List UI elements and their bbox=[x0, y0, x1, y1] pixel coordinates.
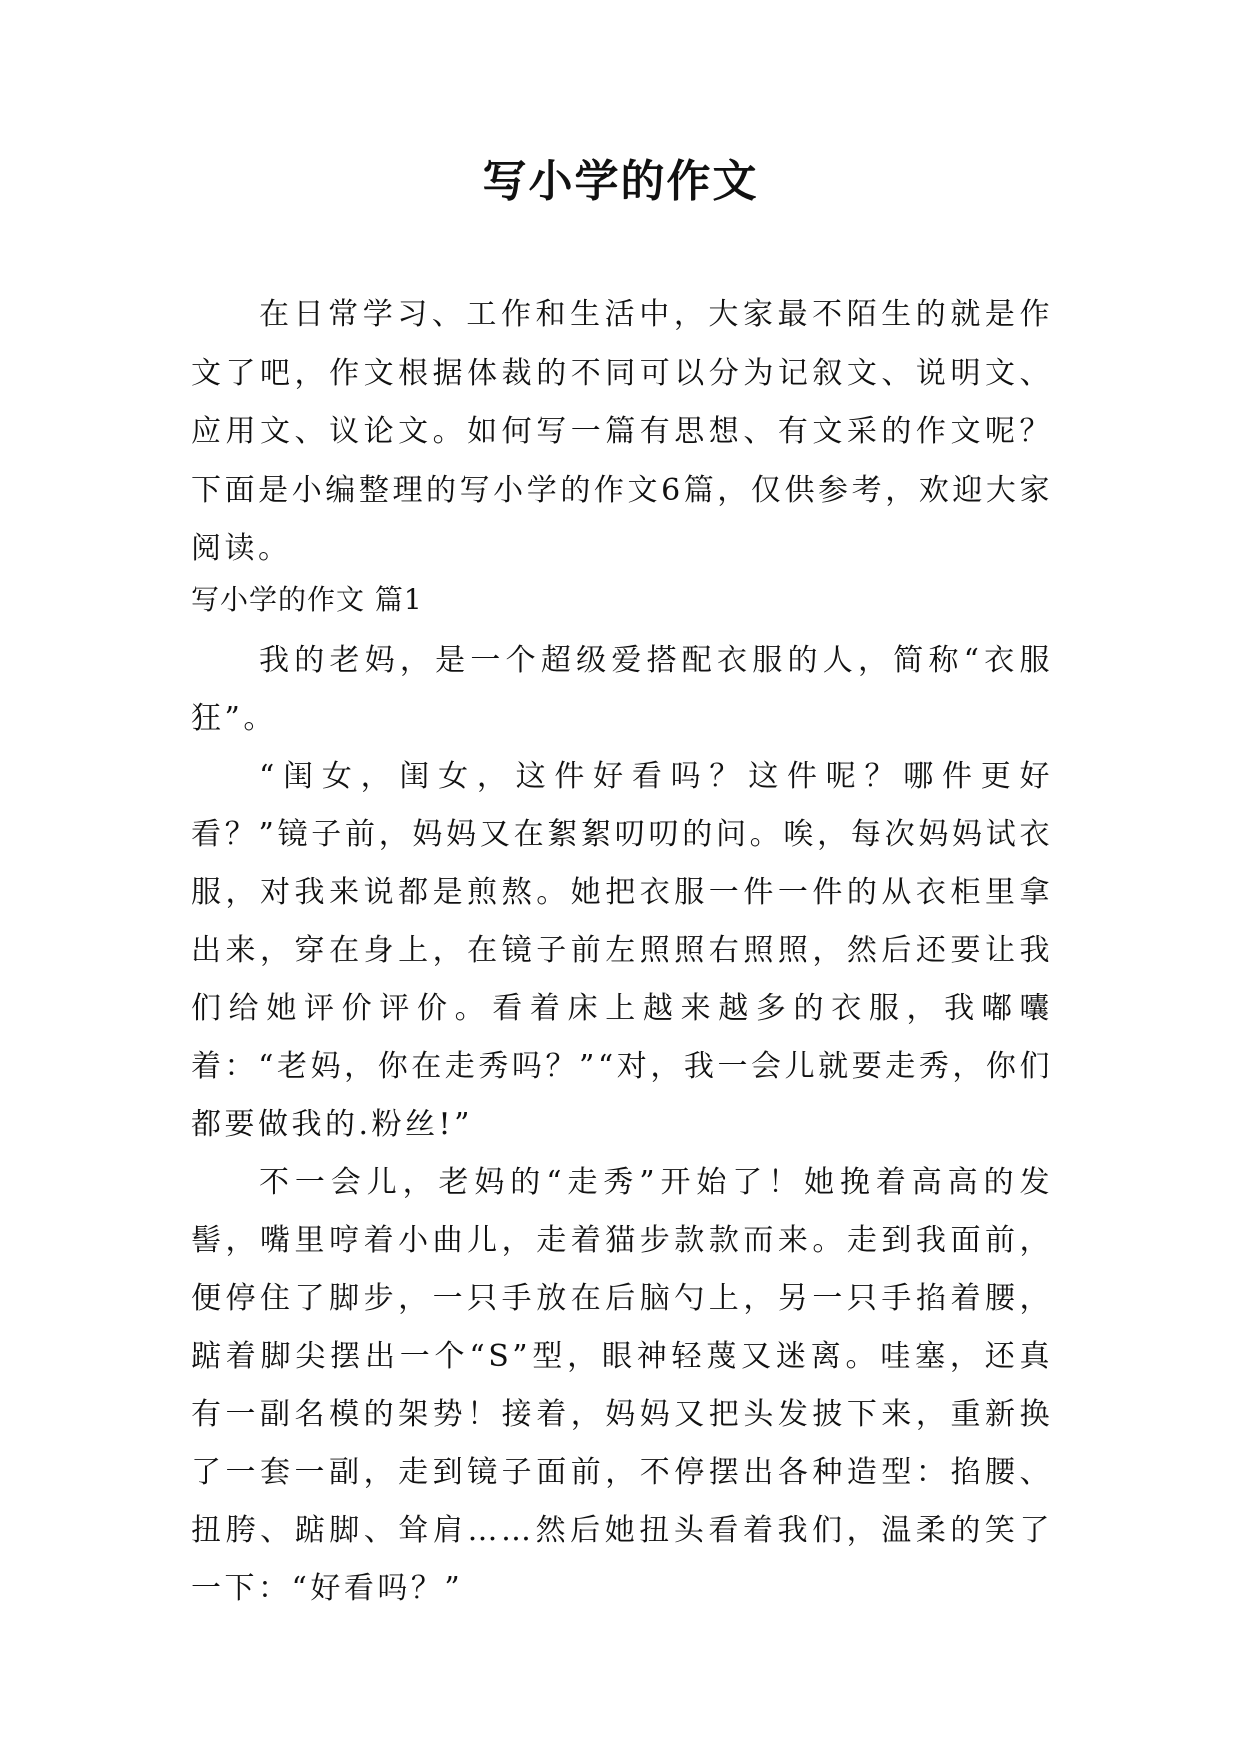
article-paragraph: 不一会儿，老妈的“走秀”开始了！她挽着高高的发髻，嘴里哼着小曲儿，走着猫步款款而来。走到我面前，便停住了脚步，一只手放在后脑勺上，另一只手掐着腰，踮着脚尖摆出一个“S”型，眼神轻蔑又迷离。哇塞，还真有一副名模的架势！接着，妈妈又把头发披下来，重新换了一套一副，走到镜子面前，不停摆出各种造型：掐腰、扭胯、踮脚、耸肩……然后她扭头看着我们，温柔的笑了一下：“好看吗？” bbox=[191, 1165, 1053, 1606]
article-paragraph: “闺女，闺女，这件好看吗？这件呢？哪件更好看？”镜子前，妈妈又在絮絮叨叨的问。唉，每次妈妈试衣服，对我来说都是煎熬。她把衣服一件一件的从衣柜里拿出来，穿在身上，在镜子前左照照右照照，然后还要让我们给她评价评价。看着床上越来越多的衣服，我嘟囔着：“老妈，你在走秀吗？”“对，我一会儿就要走秀，你们都要做我的.粉丝!” bbox=[191, 759, 1053, 1142]
intro-paragraph: 在日常学习、工作和生活中，大家最不陌生的就是作文了吧，作文根据体裁的不同可以分为记叙文、说明文、应用文、议论文。如何写一篇有思想、有文采的作文呢？下面是小编整理的写小学的作文6篇，仅供参考，欢迎大家阅读。 bbox=[191, 297, 1053, 567]
article-body bbox=[191, 632, 1053, 1618]
section-heading: 写小学的作文 篇1 bbox=[191, 583, 423, 616]
article-paragraph: 我的老妈，是一个超级爱搭配衣服的人，简称“衣服狂”。 bbox=[191, 643, 1053, 736]
document-title: 写小学的作文 bbox=[482, 156, 759, 207]
